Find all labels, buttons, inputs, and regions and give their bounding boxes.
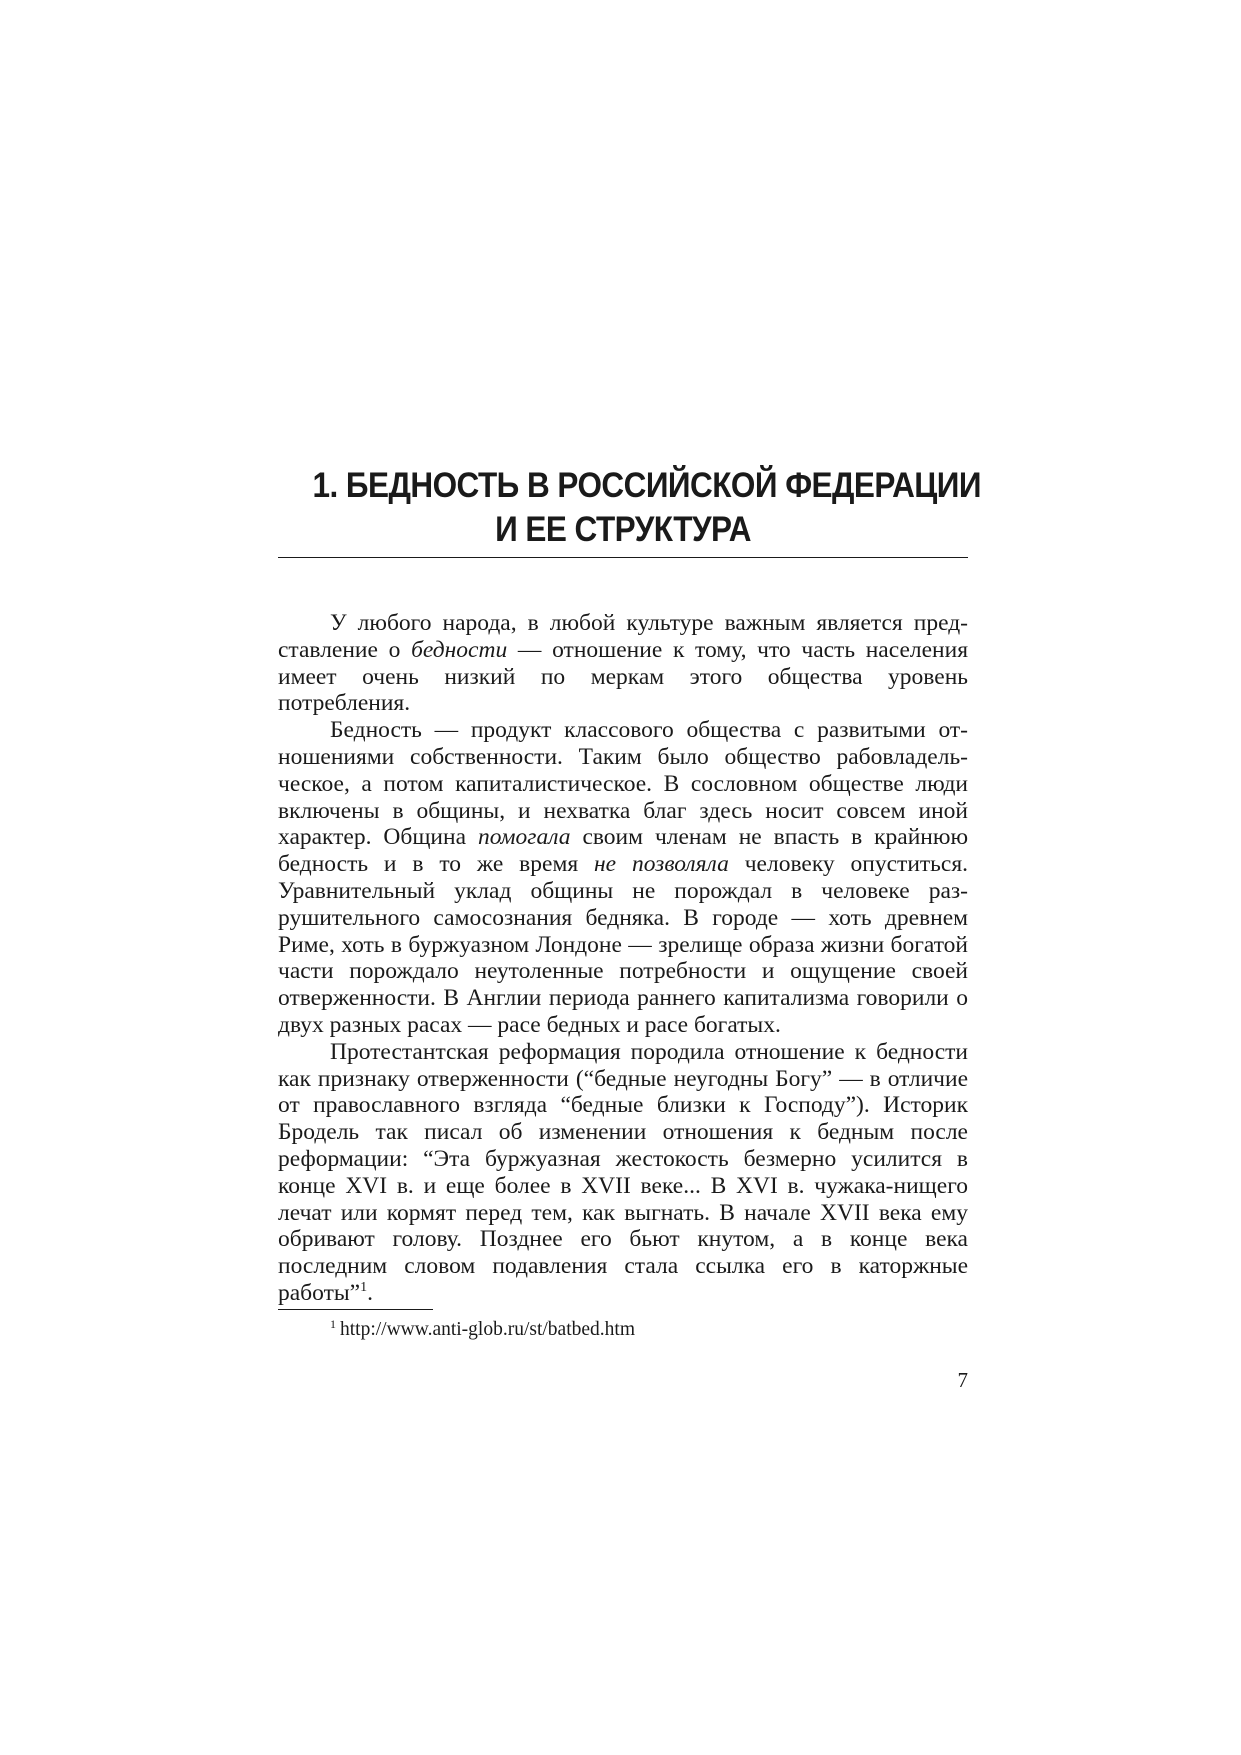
paragraph-2-emphasis-2: не позволяла <box>594 851 729 878</box>
footnote-link[interactable]: http://www.anti-glob.ru/st/batbed.htm <box>340 1319 635 1340</box>
title-divider <box>278 557 968 558</box>
paragraph-2-text-c: человеку опуститься. Уравнительный уклад общины не порождал в человеке разрушительного самосознания бедняка. В городе — хоть древнем Риме, хоть в буржуазном Лондоне — зрелище образа жизни богатой части порождало неутоленные потребности и ощущение своей отверженности. В Англии периода раннего капитализма говорили о двух разных расах — расе бедных и расе богатых. <box>278 851 968 1038</box>
page-number: 7 <box>957 1368 968 1392</box>
chapter-title-line-1: 1. БЕДНОСТЬ В РОССИЙСКОЙ ФЕДЕРАЦИИ <box>312 466 981 505</box>
body-text <box>278 610 968 1307</box>
paragraph-2-text-b: своим членам не впасть в крайнюю бедность и в то же время <box>278 824 968 878</box>
footnote <box>330 1318 635 1343</box>
paragraph-1 <box>278 610 968 717</box>
paragraph-3-text: Протестантская реформация породила отношение к бедности как признаку отверженности (“бедные неугодны Богу” — в отличие от православного взгляда “бедные близки к Господу”). Историк Бродель так писал об изменении отношения к бедным после реформации: “Эта буржуазная жестокость безмерно усилится в конце XVI в. и еще более в XVII веке... В XVI в. чужака-нищего лечат или кормят перед тем, как выгнать. В начале XVII века ему обривают голову. Позднее его бьют кнутом, а в конце века последним словом подавления стала ссылка его в каторжные работы” <box>278 1038 968 1306</box>
paragraph-2 <box>278 717 968 1039</box>
paragraph-3 <box>278 1039 968 1307</box>
paragraph-1-emphasis: бедности <box>411 636 508 663</box>
paragraph-2-emphasis-1: помогала <box>477 824 571 851</box>
paragraph-2-text-a: Бедность — продукт классового общества с развитыми отношениями собственности. Таким было общество рабовладельческое, а потом капиталистическое. В сословном обществе люди включены в общины, и нехватка благ здесь носит совсем иной характер. Община <box>278 717 968 851</box>
footnote-marker: 1 <box>330 1317 336 1331</box>
paragraph-3-end: . <box>367 1279 373 1306</box>
footnote-divider <box>278 1309 433 1310</box>
chapter-title-line-2: И ЕЕ СТРУКТУРА <box>495 510 751 549</box>
chapter-title <box>312 464 981 552</box>
footnote-reference[interactable]: 1 <box>360 1279 368 1295</box>
paragraph-1-text-b: — отношение к тому, что часть населения имеет очень низкий по меркам этого общества уровень потребления. <box>278 636 969 717</box>
paragraph-1-text-a: У любого народа, в любой культуре важным является представление о <box>278 610 968 663</box>
